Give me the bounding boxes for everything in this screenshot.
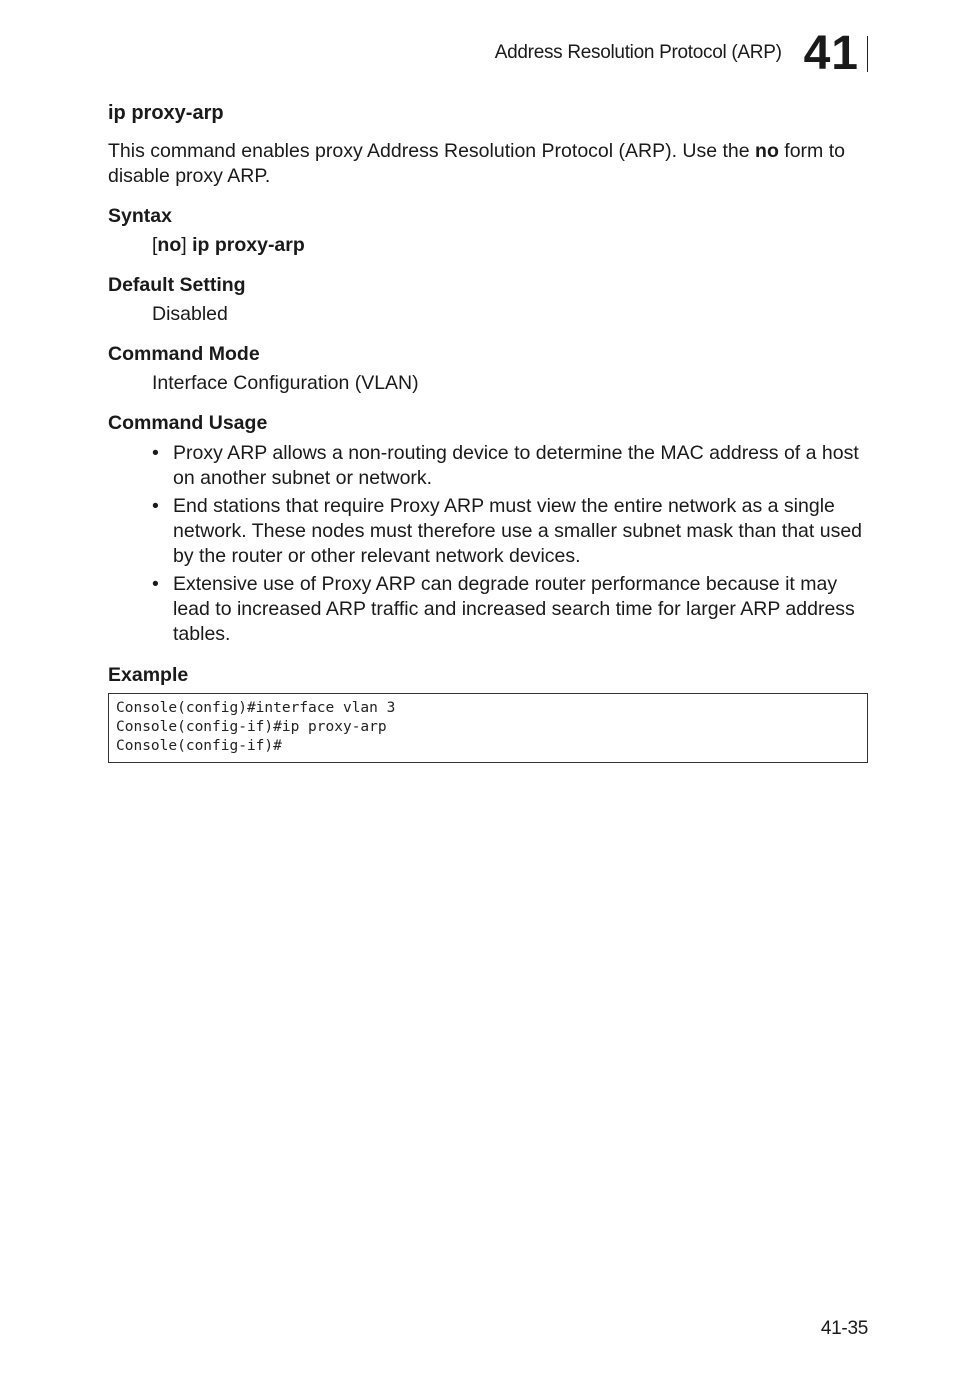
bullet-icon: • xyxy=(152,495,159,517)
bullet-icon: • xyxy=(152,573,159,595)
bullet-icon: • xyxy=(152,442,159,464)
list-item xyxy=(152,494,868,569)
syntax-close-bracket: ] xyxy=(181,234,193,256)
intro-text-before: This command enables proxy Address Resolution Protocol (ARP). Use the xyxy=(108,140,756,162)
syntax-no-keyword: no xyxy=(157,234,182,256)
page-number: 41-35 xyxy=(820,1318,868,1339)
list-item xyxy=(152,441,868,491)
syntax-heading: Syntax xyxy=(108,205,172,227)
intro-text-after: form to disable proxy ARP. xyxy=(108,140,845,187)
list-item-text: End stations that require Proxy ARP must view the entire network as a single network. These nodes must therefore use a smaller subnet mask than that used by the router or other relevant network devices. xyxy=(173,495,863,567)
command-usage-list xyxy=(152,441,868,647)
page-header xyxy=(494,27,868,80)
chapter-number: 41 xyxy=(804,36,868,72)
code-line: Console(config)#interface vlan 3 xyxy=(116,700,396,716)
syntax-body xyxy=(152,234,868,257)
command-title: ip proxy-arp xyxy=(108,102,224,124)
syntax-command: ip proxy-arp xyxy=(192,234,305,256)
command-usage-heading: Command Usage xyxy=(108,412,268,434)
command-mode-heading: Command Mode xyxy=(108,343,260,365)
list-item-text: Proxy ARP allows a non-routing device to determine the MAC address of a host on another subnet or network. xyxy=(173,442,859,489)
command-mode-value: Interface Configuration (VLAN) xyxy=(152,372,419,394)
default-setting-heading: Default Setting xyxy=(108,274,246,296)
list-item-text: Extensive use of Proxy ARP can degrade router performance because it may lead to increased ARP traffic and increased search time for larger ARP address tables. xyxy=(173,573,855,645)
command-description xyxy=(108,139,868,189)
page-content xyxy=(108,102,868,763)
syntax-open-bracket: [ xyxy=(152,234,158,256)
example-heading: Example xyxy=(108,664,189,686)
list-item xyxy=(152,572,868,647)
default-setting-value: Disabled xyxy=(152,303,228,325)
code-line: Console(config-if)# xyxy=(116,738,282,754)
code-line: Console(config-if)#ip proxy-arp xyxy=(116,719,387,735)
example-code-block xyxy=(108,693,868,763)
header-title: Address Resolution Protocol (ARP) xyxy=(494,42,782,63)
intro-no-keyword: no xyxy=(755,140,779,162)
